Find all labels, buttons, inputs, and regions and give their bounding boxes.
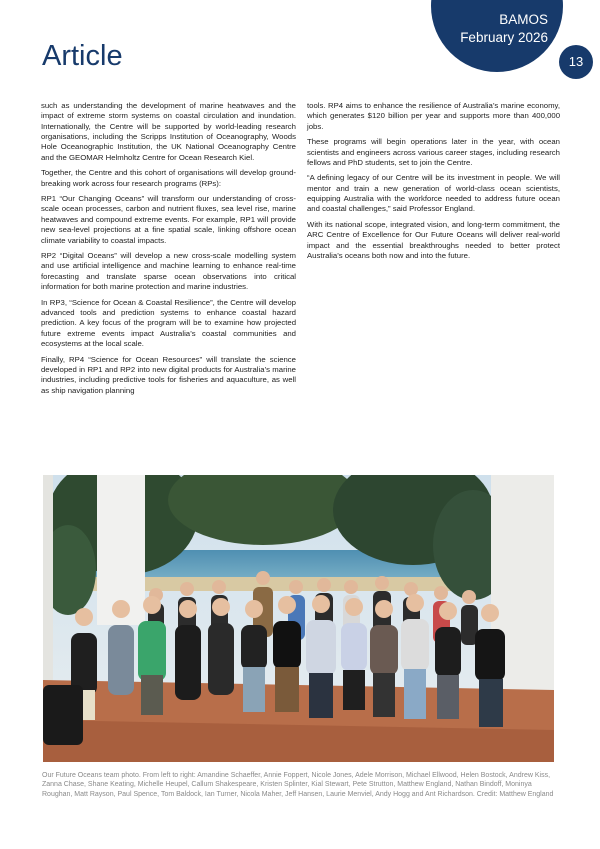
section-title: Article bbox=[42, 40, 123, 72]
article-column-right bbox=[307, 101, 560, 267]
paragraph: tools. RP4 aims to enhance the resilience of Australia’s marine economy, which generates $120 billion per year and supports more than 400,000 jobs. bbox=[307, 101, 560, 131]
paragraph: Finally, RP4 “Science for Ocean Resources” will translate the science developed in RP1 and RP2 into new digital products for Australia’s marine industries, including predictive tools for fisheries and aquaculture, as well as ship navigation planning bbox=[41, 354, 296, 395]
article-column-left bbox=[41, 101, 296, 401]
issue-date: February 2026 bbox=[460, 30, 548, 45]
page-number: 13 bbox=[559, 45, 593, 79]
magazine-title: BAMOS bbox=[499, 12, 548, 27]
paragraph: These programs will begin operations later in the year, with ocean scientists and engineers across various career stages, including research fellows and PhD students, set to join the Centre. bbox=[307, 137, 560, 167]
paragraph: such as understanding the development of marine heatwaves and the impact of extreme storm systems on coastal circulation and inundation. Internationally, the Centre will be supported by world-leading research organisations, including the Scripps Institution of Oceanography, Woods Hole Oceanographic Institution, the UK National Oceanography Centre and the GEOMAR Helmholtz Centre for Ocean Research Kiel. bbox=[41, 101, 296, 162]
paragraph: Together, the Centre and this cohort of organisations will develop ground-breaking work across four research programs (RPs): bbox=[41, 168, 296, 188]
paragraph: RP2 “Digital Oceans” will develop a new cross-scale modelling system and use artificial intelligence and machine learning to enhance real-time forecasting and translate sparse ocean observations into critical information for both marine protection and marine industries. bbox=[41, 251, 296, 292]
magazine-header bbox=[431, 11, 548, 47]
photo-caption: Our Future Oceans team photo. From left to right: Amandine Schaeffer, Annie Foppert, Nicole Jones, Adele Morrison, Michael Ellwood, Helen Bostock, Andrew Kiss, Zanna Chase, Shane Keating, Michelle Heupel, Callum Shakespeare, Kristen Splinter, Kial Stewart, Pete Strutton, Matthew England, Nathan Bindoff, Moninya Roughan, Matt Rayson, Paul Spence, Tom Baldock, Ian Turner, Nicola Maher, Jeff Hansen, Laurie Menviel, Andy Hogg and Ant Richardson. Credit: Matthew England bbox=[42, 772, 554, 798]
team-photo bbox=[43, 475, 554, 762]
paragraph: “A defining legacy of our Centre will be its investment in people. We will mentor and train a new generation of world-class ocean scientists, equipping Australia with the workforce needed to address future ocean and coastal challenges,” said Professor England. bbox=[307, 173, 560, 214]
paragraph: RP1 “Our Changing Oceans” will transform our understanding of cross-scale ocean processes, carbon and nutrient fluxes, sea level rise, marine heatwaves and compound extreme events. For example, RP1 will provide new sea-level projections at a fine spatial scale, linking offshore ocean climate variability to coastal impacts. bbox=[41, 194, 296, 245]
paragraph: In RP3, “Science for Ocean & Coastal Resilience”, the Centre will develop advanced tools and prediction systems to enhance coastal hazard prediction. A key focus of the program will be to examine how projected future extreme events impact Australia’s coastal communities and ecosystems at the local scale. bbox=[41, 297, 296, 348]
paragraph: With its national scope, integrated vision, and long-term commitment, the ARC Centre of Excellence for Our Future Oceans will deliver real-world impact and the essential breakthroughs needed to better protect Australia’s oceans both now and into the future. bbox=[307, 220, 560, 261]
